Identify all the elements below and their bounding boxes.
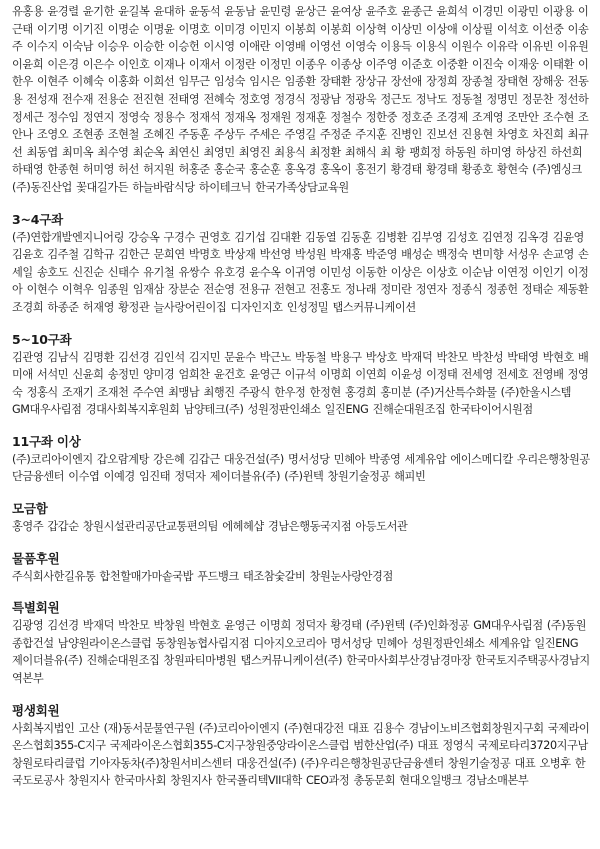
donor-names: 김관영 김남식 김명환 김선경 김인석 김지민 문윤수 박근노 박동철 박용구 박상호 박재덕 박찬모 박찬성 박태영 박현호 배미애 서석민 신윤희 송정민 양미경 엄희찬 윤건호 윤영근 이규석 이명희 이연희 이윤성 이정태 전세영 전세호 전영배 정영숙 정홍식 조재기 조재천 주수연 최맹남 최행진 주광식 한우정 한정현 홍경희 홍미분 (주)거산특수화물 (주)한울시스템 GM대우사림점 경대사회복지후원회 남양테크(주) 성원정판인쇄소 일진ENG 진해순대원조집 한국타이어시원점 [12,350,589,417]
donor-names: (주)연합개발엔지니어링 강승옥 구경수 권영호 김기섭 김대환 김동열 김동훈 김병환 김부영 김성호 김연정 김옥경 김윤영 김윤호 김주철 김학규 김한근 문희연 박명호 박상재 박선영 박성원 박재홍 박준영 배성순 백정숙 변미향 서성우 손교영 손세일 송호도 신진순 신태수 유기철 유쌍수 유호경 윤수옥 이귀영 이민성 이동한 이상은 이상호 이순남 이연정 이인기 이정아 이현수 이혁우 임종원 임재삼 장분순 전순영 전용규 전현고 전홍도 정나래 정미란 정연자 정종식 정종헌 정태순 제동환 조경희 하종준 허재영 황정관 늘사랑어린이집 디자인지호 인성정밀 탭스커뮤니케이션 [12,230,589,314]
donor-names: (주)코리아이엔지 갑오람계탕 강은혜 김갑근 대웅건설(주) 명서성당 민혜아 박종영 세계유압 에이스메디칼 우리은행창원공단금융센터 이수엽 이예경 임진태 정덕자 제이더블유(주) (주)윈텍 창원기술정공 해피빈 [12,452,590,484]
section-heading: 특별회원 [12,600,60,616]
donor-names-general: 유홍용 윤경렬 윤기한 윤길복 윤대하 윤동석 윤동남 윤민령 윤상근 윤여상 윤주호 윤종근 윤희석 이경민 이광민 이광용 이근태 이기명 이기진 이명순 이명윤 이명호 이미경 이민지 이봉희 이봉희 이상혁 이상민 이상애 이상필 이석호 이선중 이송주 이수지 이숙남 이승우 이승한 이승헌 이시영 이애란 이영배 이영선 이영숙 이용득 이용식 이원수 이유락 이유빈 이유원 이윤희 이은경 이은수 이인호 이재나 이재서 이정란 이정민 이종우 이종상 이주영 이준호 이중환 이진숙 이재웅 이태환 이한우 이현주 이혜숙 이홍화 이희선 임무근 임성숙 임시은 임종환 장태환 장상규 장선애 장정희 장종철 장태현 장해웅 전동용 전성재 전수재 전용순 전진현 전태영 전혜숙 정호영 정경식 정광남 정광욱 정근도 정낙도 정동철 정명민 정문찬 정선하 정세근 정수임 정연지 정영숙 정용수 정재석 정재옥 정재원 정재훈 정철수 정한중 정호준 조경제 조계영 조만안 조수현 조안나 조영오 조현종 조현철 조혜진 주동훈 주상두 주세은 주영길 주정준 주지훈 진병인 진보선 진용현 차영호 차진희 최규선 최동엽 최미옥 최수영 최순옥 최연신 최영민 최영진 최용식 최정환 최해식 최 황 팽희정 하동원 하미영 하상진 하선희 하태영 한종현 허미영 허선 허지원 허홍준 홍순국 홍순훈 홍옥경 홍옥이 홍전기 황경태 황경태 황종호 황현숙 (주)엠싱크 (주)동진산업 꽃대길가든 하늘바람식당 하이테크닉 한국가족상담교육원 [12,5,589,194]
section-goods-donation [12,551,592,586]
section-special-members [12,600,592,687]
donor-names: 홍영주 갑갑순 창원시설관리공단교통편의팀 에헤헤샵 경남은행동국지점 아등도서관 [12,520,408,534]
section-5-10 [12,332,592,419]
section-heading: 11구좌 이상 [12,433,81,449]
section-heading: 3~4구좌 [12,211,64,227]
donor-names: 주식회사한길유통 합천할매가마솥국밥 푸드뱅크 태조참숯갈비 창원눈사랑안경점 [12,569,393,583]
section-heading: 물품후원 [12,550,60,566]
section-lifetime-members [12,703,592,790]
section-3-4 [12,212,592,317]
section-heading: 5~10구좌 [12,331,72,347]
donor-names: 김광영 김선경 박재덕 박찬모 박창원 박현호 윤영근 이명희 정덕자 황경태 (주)윈텍 (주)인화정공 GM대우사림점 (주)동원종합건설 남양원라이온스클럽 동창원농협사림지점 디아지오코리아 명서성당 민혜아 성원정판인쇄소 세계유압 일진ENG 제이더블유(주) 진해순대원조집 창원파티마병원 탭스커뮤니케이션(주) 한국마사회부산경남경마장 한국토지주택공사경남지역본부 [12,619,590,686]
section-11-plus [12,434,592,486]
donor-names: 사회복지법인 고산 (재)동서문물연구원 (주)코리아이엔지 (주)현대강전 대표 김용수 경남이노비즈협회창원지구회 국제라이온스협회355-C지구 국제라이온스협회355-C지구창원중앙라이온스클럽 범한산업(주) 대표 정영식 국제로타리3720지구남창원로타리클럽 기아자동차(주)창원서비스센터 대웅건설(주) (주)우리은행창원공단금융센터 창원기술정공 대표 오병후 한국도로공사 창원지사 한국마사회 창원지사 한국폴리텍VII대학 CEO과정 총동문회 현대오일뱅크 경남소매본부 [12,721,590,788]
section-heading: 모금함 [12,501,48,517]
section-heading: 평생회원 [12,702,60,718]
section-donation-box [12,501,592,536]
